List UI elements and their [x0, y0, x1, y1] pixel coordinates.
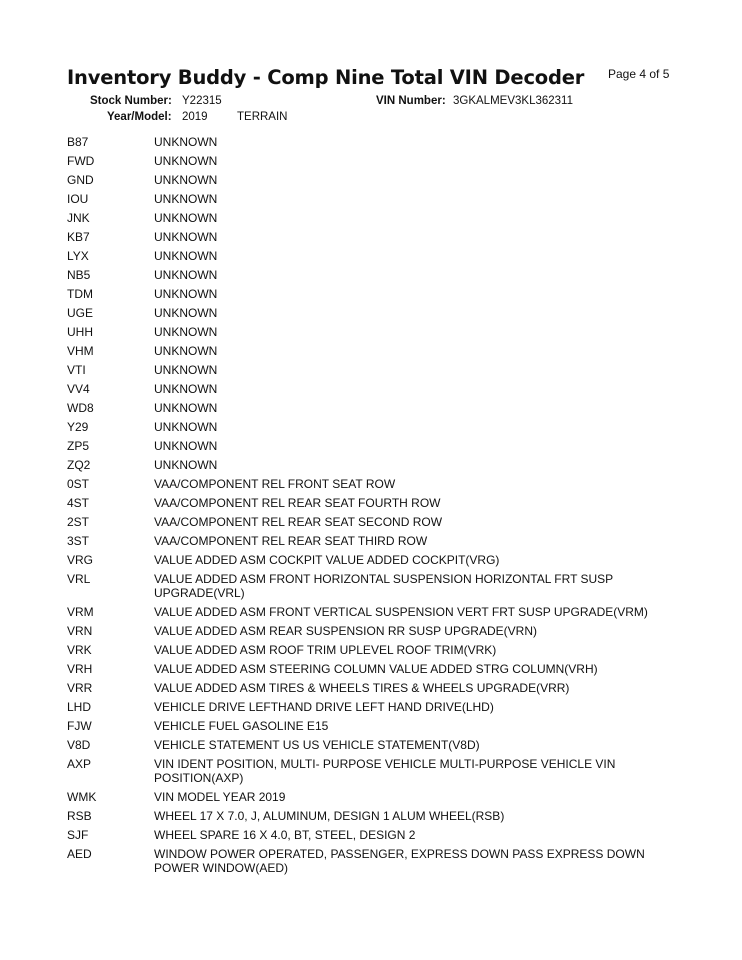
option-row — [67, 698, 667, 717]
option-description: UNKNOWN — [154, 401, 218, 415]
option-row — [67, 399, 667, 418]
option-row — [67, 266, 667, 285]
option-row — [67, 323, 667, 342]
option-description: UNKNOWN — [154, 268, 218, 282]
option-code: TDM — [67, 287, 93, 301]
option-code: WD8 — [67, 401, 94, 415]
option-description: WHEEL 17 X 7.0, J, ALUMINUM, DESIGN 1 ALUM WHEEL(RSB) — [154, 809, 505, 823]
option-code: VRN — [67, 624, 93, 638]
option-description: VEHICLE FUEL GASOLINE E15 — [154, 719, 329, 733]
option-code: IOU — [67, 192, 89, 206]
option-description: UNKNOWN — [154, 230, 218, 244]
option-code: VRM — [67, 605, 94, 619]
option-row — [67, 380, 667, 399]
option-row — [67, 845, 667, 878]
option-code: VRR — [67, 681, 93, 695]
stock-number-label: Stock Number: — [90, 95, 172, 107]
option-description: VAA/COMPONENT REL REAR SEAT SECOND ROW — [154, 515, 443, 529]
option-description: VEHICLE DRIVE LEFTHAND DRIVE LEFT HAND DRIVE(LHD) — [154, 700, 494, 714]
option-row — [67, 285, 667, 304]
year-value: 2019 — [182, 111, 208, 123]
option-code: V8D — [67, 738, 91, 752]
option-description: VIN MODEL YEAR 2019 — [154, 790, 286, 804]
option-row — [67, 641, 667, 660]
option-description: VALUE ADDED ASM ROOF TRIM UPLEVEL ROOF TRIM(VRK) — [154, 643, 497, 657]
option-description: UNKNOWN — [154, 249, 218, 263]
option-row — [67, 342, 667, 361]
option-code: AED — [67, 847, 92, 861]
option-row — [67, 570, 667, 603]
option-code: B87 — [67, 135, 89, 149]
option-code: 4ST — [67, 496, 90, 510]
option-row — [67, 679, 667, 698]
page-number: Page 4 of 5 — [608, 67, 670, 81]
option-row — [67, 209, 667, 228]
option-row — [67, 456, 667, 475]
option-row — [67, 622, 667, 641]
option-description: UNKNOWN — [154, 325, 218, 339]
option-row — [67, 475, 667, 494]
option-description: VALUE ADDED ASM FRONT VERTICAL SUSPENSION VERT FRT SUSP UPGRADE(VRM) — [154, 605, 648, 619]
option-description: UNKNOWN — [154, 192, 218, 206]
option-code-list — [67, 133, 667, 878]
option-code: KB7 — [67, 230, 90, 244]
option-row — [67, 513, 667, 532]
option-code: 0ST — [67, 477, 90, 491]
option-code: VRK — [67, 643, 92, 657]
option-description: WHEEL SPARE 16 X 4.0, BT, STEEL, DESIGN 2 — [154, 828, 416, 842]
option-code: UGE — [67, 306, 94, 320]
option-description: UNKNOWN — [154, 458, 218, 472]
option-row — [67, 532, 667, 551]
option-description: VALUE ADDED ASM STEERING COLUMN VALUE ADDED STRG COLUMN(VRH) — [154, 662, 598, 676]
option-description: VIN IDENT POSITION, MULTI- PURPOSE VEHICLE MULTI-PURPOSE VEHICLE VIN POSITION(AXP) — [154, 757, 616, 785]
option-description: WINDOW POWER OPERATED, PASSENGER, EXPRESS DOWN PASS EXPRESS DOWN POWER WINDOW(AED) — [154, 847, 645, 875]
option-description: VALUE ADDED ASM FRONT HORIZONTAL SUSPENSION HORIZONTAL FRT SUSP UPGRADE(VRL) — [154, 572, 613, 600]
option-row — [67, 190, 667, 209]
option-description: UNKNOWN — [154, 363, 218, 377]
option-code: VRL — [67, 572, 91, 586]
option-row — [67, 228, 667, 247]
option-row — [67, 788, 667, 807]
option-description: VALUE ADDED ASM COCKPIT VALUE ADDED COCKPIT(VRG) — [154, 553, 500, 567]
option-description: UNKNOWN — [154, 382, 218, 396]
option-code: UHH — [67, 325, 93, 339]
option-description: UNKNOWN — [154, 420, 218, 434]
year-model-label: Year/Model: — [107, 111, 172, 123]
option-row — [67, 304, 667, 323]
option-row — [67, 171, 667, 190]
option-row — [67, 361, 667, 380]
option-code: NB5 — [67, 268, 91, 282]
option-code: VV4 — [67, 382, 90, 396]
option-description: VAA/COMPONENT REL REAR SEAT FOURTH ROW — [154, 496, 441, 510]
option-description: UNKNOWN — [154, 173, 218, 187]
option-code: AXP — [67, 757, 92, 771]
option-row — [67, 152, 667, 171]
option-description: UNKNOWN — [154, 211, 218, 225]
option-description: UNKNOWN — [154, 287, 218, 301]
option-row — [67, 494, 667, 513]
option-code: ZP5 — [67, 439, 90, 453]
option-code: LHD — [67, 700, 92, 714]
option-description: UNKNOWN — [154, 344, 218, 358]
option-code: 2ST — [67, 515, 90, 529]
option-row — [67, 418, 667, 437]
option-description: VALUE ADDED ASM TIRES & WHEELS TIRES & WHEELS UPGRADE(VRR) — [154, 681, 570, 695]
option-code: VTI — [67, 363, 86, 377]
page-title: Inventory Buddy - Comp Nine Total VIN Decoder — [67, 66, 585, 89]
option-code: ZQ2 — [67, 458, 91, 472]
vin-number-value: 3GKALMEV3KL362311 — [453, 95, 573, 107]
option-description: UNKNOWN — [154, 439, 218, 453]
option-description: VEHICLE STATEMENT US US VEHICLE STATEMENT(V8D) — [154, 738, 480, 752]
option-row — [67, 717, 667, 736]
option-code: RSB — [67, 809, 92, 823]
option-row — [67, 603, 667, 622]
option-row — [67, 807, 667, 826]
option-description: VALUE ADDED ASM REAR SUSPENSION RR SUSP UPGRADE(VRN) — [154, 624, 537, 638]
option-code: FJW — [67, 719, 92, 733]
option-row — [67, 133, 667, 152]
stock-number-value: Y22315 — [182, 95, 222, 107]
option-code: VRH — [67, 662, 93, 676]
option-row — [67, 826, 667, 845]
option-code: VRG — [67, 553, 94, 567]
option-code: Y29 — [67, 420, 89, 434]
option-code: JNK — [67, 211, 90, 225]
option-row — [67, 247, 667, 266]
option-description: UNKNOWN — [154, 135, 218, 149]
option-code: 3ST — [67, 534, 90, 548]
option-row — [67, 437, 667, 456]
option-description: UNKNOWN — [154, 306, 218, 320]
option-row — [67, 660, 667, 679]
option-code: LYX — [67, 249, 89, 263]
vin-number-label: VIN Number: — [376, 95, 446, 107]
option-row — [67, 736, 667, 755]
option-code: FWD — [67, 154, 95, 168]
option-description: VAA/COMPONENT REL REAR SEAT THIRD ROW — [154, 534, 428, 548]
option-code: VHM — [67, 344, 94, 358]
option-code: GND — [67, 173, 94, 187]
option-code: WMK — [67, 790, 97, 804]
option-code: SJF — [67, 828, 89, 842]
model-value: TERRAIN — [237, 111, 288, 123]
option-row — [67, 551, 667, 570]
option-row — [67, 755, 667, 788]
option-description: UNKNOWN — [154, 154, 218, 168]
option-description: VAA/COMPONENT REL FRONT SEAT ROW — [154, 477, 396, 491]
